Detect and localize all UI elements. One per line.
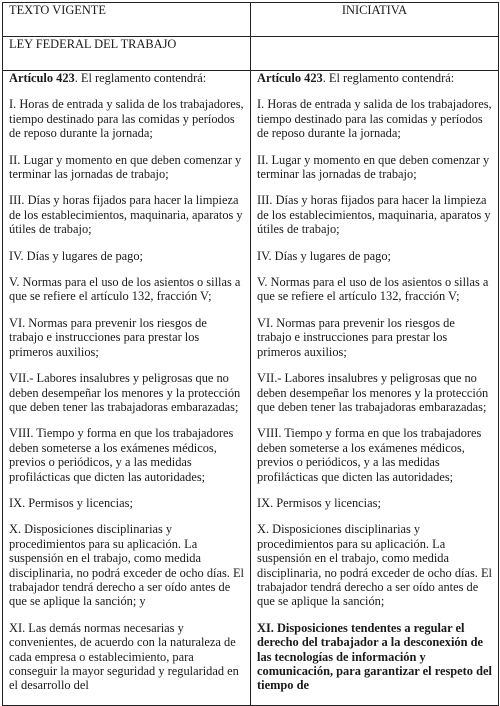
left-item: XI. Las demás normas necesarias y convenientes, de acuerdo con la naturaleza de cada empresa o establecimiento, para conseguir la mayor seguridad y regularidad en el desarrollo del [9,620,239,693]
comparison-table [2,2,499,706]
left-article-heading [9,71,244,85]
header-row [3,3,499,37]
left-item: I. Horas de entrada y salida de los trabajadores, tiempo destinado para las comidas y períodos de reposo durante la jornada; [9,97,244,141]
right-item: X. Disposiciones disciplinarias y procedimientos para su aplicación. La suspensión en el trabajo, como medida disciplinaria, no podrá exceder de ocho días. El trabajador tendrá derecho a ser oído antes de que se aplique la sanción; [257,522,492,609]
right-article-label: Artículo 423 [257,71,323,85]
right-item: IV. Días y lugares de pago; [257,248,391,263]
header-iniciativa: INICIATIVA [251,3,499,37]
left-item: VI. Normas para prevenir los riesgos de trabajo e instrucciones para prestar los primeros auxilios; [9,315,207,359]
right-new-item: XI. Disposiciones tendentes a regular el derecho del trabajador a la desconexión de las tecnologías de información y comunicación, para garantizar el respeto del tiempo de [257,620,492,693]
left-item: II. Lugar y momento en que deben comenzar y terminar las jornadas de trabajo; [9,152,242,182]
law-title: LEY FEDERAL DEL TRABAJO [3,37,251,71]
right-item: VI. Normas para prevenir los riesgos de trabajo e instrucciones para prestar los primeros auxilios; [257,315,455,359]
left-item: VIII. Tiempo y forma en que los trabajadores deben someterse a los exámenes médicos, previos o periódicos, y a las medidas profilácticas que dicten las autoridades; [9,426,234,484]
left-item: V. Normas para el uso de los asientos o sillas a que se refiere el artículo 132, fracción V; [9,275,241,304]
right-item: VIII. Tiempo y forma en que los trabajadores deben someterse a los exámenes médicos, previos o periódicos, y a las medidas profilácticas que dicten las autoridades; [257,426,482,484]
left-item: III. Días y horas fijados para hacer la limpieza de los establecimientos, maquinaria, aparatos y útiles de trabajo; [9,193,243,237]
left-item: IV. Días y lugares de pago; [9,248,143,263]
right-item: III. Días y horas fijados para hacer la limpieza de los establecimientos, maquinaria, aparatos y útiles de trabajo; [257,193,491,237]
left-item: VII.- Labores insalubres y peligrosas que no deben desempeñar los menores y la protección que deben tener las trabajadoras embarazadas; [9,371,241,414]
right-item: II. Lugar y momento en que deben comenzar y terminar las jornadas de trabajo; [257,152,490,182]
right-item: IX. Permisos y licencias; [257,495,381,510]
left-article-label: Artículo 423 [9,71,75,85]
law-title-empty-cell [251,37,499,71]
right-item: V. Normas para el uso de los asientos o sillas a que se refiere el artículo 132, fracción V; [257,275,489,304]
right-column-cell [251,71,499,706]
law-title-row [3,37,499,71]
left-article-intro: . El reglamento contendrá: [74,71,207,85]
right-article-heading [257,71,492,85]
header-texto-vigente: TEXTO VIGENTE [3,3,251,37]
left-item: IX. Permisos y licencias; [9,495,133,510]
right-item: VII.- Labores insalubres y peligrosas que no deben desempeñar los menores y la protección que deben tener las trabajadoras embarazadas; [257,371,489,414]
article-row [3,71,499,706]
left-item: X. Disposiciones disciplinarias y procedimientos para su aplicación. La suspensión en el trabajo, como medida disciplinaria, no podrá exceder de ocho días. El trabajador tendrá derecho a ser oído antes de que se aplique la sanción; y [9,522,244,609]
right-article-intro: . El reglamento contendrá: [322,71,455,85]
right-item: I. Horas de entrada y salida de los trabajadores, tiempo destinado para las comidas y períodos de reposo durante la jornada; [257,97,492,141]
left-column-cell [3,71,251,706]
